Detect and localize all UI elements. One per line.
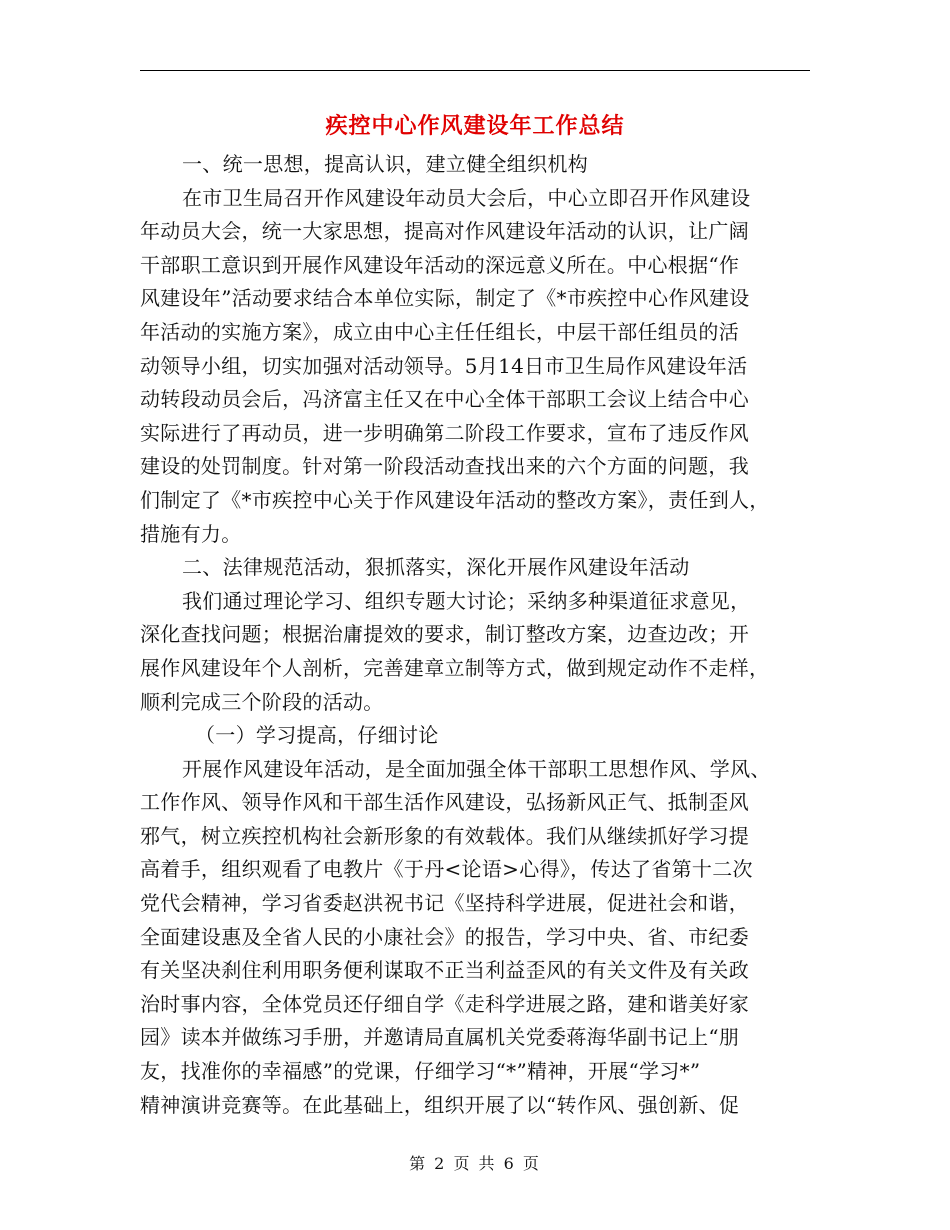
paragraph-line: 园》读本并做练习手册，并邀请局直属机关党委蒋海华副书记上“朋 — [140, 1025, 740, 1050]
paragraph-line: 干部职工意识到开展作风建设年活动的深远意义所在。中心根据“作 — [140, 252, 740, 277]
paragraph-line: 治时事内容，全体党员还仔细自学《走科学进展之路，建和谐美好家 — [140, 991, 749, 1016]
paragraph-line: 友，找准你的幸福感”的党课，仔细学习“*”精神，开展“学习*” — [140, 1059, 701, 1084]
paragraph-line: 党代会精神，学习省委赵洪祝书记《坚持科学进展，促进社会和谐， — [140, 891, 749, 916]
paragraph-line: 年活动的实施方案》，成立由中心主任任组长，中层干部任组员的活 — [140, 319, 739, 344]
paragraph-line: 在市卫生局召开作风建设年动员大会后，中心立即召开作风建设 — [182, 185, 751, 210]
paragraph-line: 动转段动员会后，冯济富主任又在中心全体干部职工会议上结合中心 — [140, 387, 749, 412]
paragraph-line: 我们通过理论学习、组织专题大讨论；采纳多种渠道征求意见， — [182, 588, 751, 613]
paragraph-line: 高着手，组织观看了电教片《于丹<论语>心得》，传达了省第十二次 — [140, 857, 753, 882]
paragraph-line: 实际进行了再动员，进一步明确第二阶段工作要求，宣布了违反作风 — [140, 420, 749, 445]
paragraph-line: 有关坚决刹住利用职务便利谋取不正当利益歪风的有关文件及有关政 — [140, 958, 749, 983]
page-number: 第 2 页 共 6 页 — [409, 1154, 541, 1173]
subsection-heading-1: （一）学习提高，仔细讨论 — [195, 723, 439, 748]
section-heading-1: 一、统一思想，提高认识，建立健全组织机构 — [182, 152, 588, 176]
paragraph-line: 工作作风、领导作风和干部生活作风建设，弘扬新风正气、抵制歪风 — [140, 790, 749, 815]
paragraph-line: 顺利完成三个阶段的活动。 — [140, 689, 384, 714]
paragraph-line: 建设的处罚制度。针对第一阶段活动查找出来的六个方面的问题，我 — [140, 454, 749, 479]
paragraph-line: 开展作风建设年活动，是全面加强全体干部职工思想作风、学风、 — [182, 756, 771, 781]
document-title: 疾控中心作风建设年工作总结 — [325, 113, 625, 139]
paragraph-line: 展作风建设年个人剖析，完善建章立制等方式，做到规定动作不走样， — [140, 655, 770, 680]
paragraph-line: 全面建设惠及全省人民的小康社会》的报告，学习中央、省、市纪委 — [140, 924, 749, 949]
paragraph-line: 精神演讲竞赛等。在此基础上，组织开展了以“转作风、强创新、促 — [140, 1092, 740, 1117]
paragraph-line: 年动员大会，统一大家思想，提高对作风建设年活动的认识，让广阔 — [140, 219, 749, 244]
paragraph-line: 们制定了《*市疾控中心关于作风建设年活动的整改方案》，责任到人， — [140, 487, 770, 512]
section-heading-2: 二、法律规范活动，狠抓落实，深化开展作风建设年活动 — [182, 555, 690, 580]
paragraph-line: 深化查找问题；根据治庸提效的要求，制订整改方案，边查边改；开 — [140, 622, 749, 647]
paragraph-line: 邪气，树立疾控机构社会新形象的有效载体。我们从继续抓好学习提 — [140, 823, 749, 848]
header-rule — [140, 70, 810, 71]
paragraph-line: 风建设年”活动要求结合本单位实际，制定了《*市疾控中心作风建设 — [140, 286, 750, 311]
document-body — [140, 148, 810, 1122]
paragraph-line: 措施有力。 — [140, 521, 242, 546]
paragraph-line: 动领导小组，切实加强对活动领导。5月14日市卫生局作风建设年活 — [140, 353, 748, 378]
